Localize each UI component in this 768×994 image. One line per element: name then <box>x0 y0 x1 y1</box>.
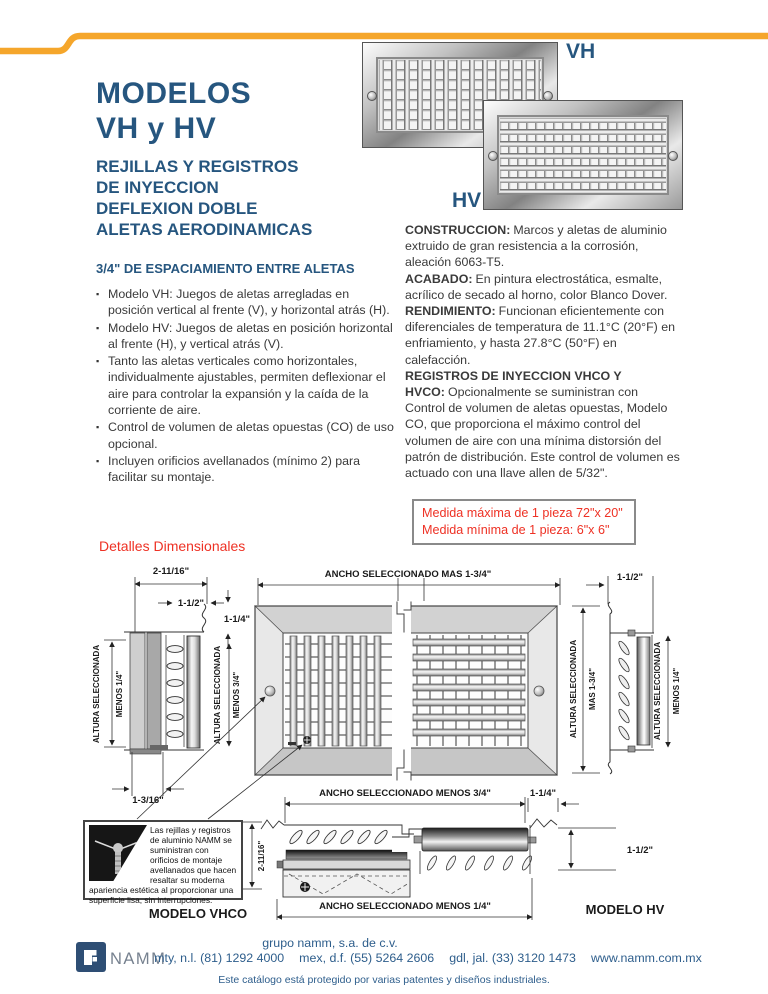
spec-paragraphs <box>405 222 681 481</box>
dim-label: 1-1/4" <box>223 614 251 625</box>
list-item <box>96 419 396 452</box>
screw-icon <box>89 825 147 881</box>
spec-text: Marcos y aletas de aluminio extruido de gran resistencia a la corrosión, aleación 6063-T5. <box>405 223 667 270</box>
title-line-2: VH y HV <box>96 112 217 145</box>
hv-side-view <box>608 602 654 774</box>
screw-icon <box>668 151 678 161</box>
dim-label: ALTURA SELECCIONADA <box>653 641 662 741</box>
dim-label: 1-1/2" <box>177 598 205 609</box>
list-item <box>96 453 396 486</box>
screw-icon <box>488 151 498 161</box>
bullet-icon: ▪ <box>96 422 100 433</box>
vh-image-label: VH <box>566 40 596 63</box>
spec-label: CONSTRUCCION: <box>405 223 511 237</box>
patent-note: Este catálogo está protegido por varias patentes y diseños industriales. <box>218 974 550 986</box>
bullet-icon: ▪ <box>96 356 100 367</box>
vhco-side-view <box>124 604 206 754</box>
list-item <box>96 286 396 319</box>
page-subtitle <box>96 156 312 240</box>
bullet-icon: ▪ <box>96 455 100 466</box>
list-item <box>96 353 396 418</box>
dim-label: 2-11/16" <box>152 566 190 577</box>
hv-grille-fins <box>497 115 669 195</box>
feature-text: Modelo HV: Juegos de aletas en posición horizontal al frente (H), y vertical atrás (V). <box>108 320 393 351</box>
dim-label: MENOS 1/4" <box>115 670 124 718</box>
dim-label: ALTURA SELECCIONADA <box>569 639 578 739</box>
spec-text: Opcionalmente se suministran con Control de volumen de aletas opuestas, Modelo CO, que proporciona el máximo control del volumen de aire con una mínima distorsión del patrón de distribución. Este control de volumen es actuado con una llave allen de 5/32". <box>405 385 680 481</box>
dim-label: 2-11/16" <box>257 840 266 872</box>
dim-label: ANCHO SELECCIONADO MAS 1-3/4" <box>324 569 492 580</box>
fin-spacing-note: 3/4" DE ESPACIAMIENTO ENTRE ALETAS <box>96 261 355 276</box>
dim-label: 1-1/2" <box>626 845 654 856</box>
dim-label: ANCHO SELECCIONADO MENOS 3/4" <box>319 788 491 799</box>
model-hv-label: MODELO HV <box>585 902 665 917</box>
spec-text: En pintura electrostática, esmalte, acrílico de secado al horno, color Blanco Dover. <box>405 271 668 302</box>
feature-text: Tanto las aletas verticales como horizontales, individualmente ajustables, permiten deflexionar el aire para controlar la expansión y la caída de la corriente de aire. <box>108 354 386 418</box>
spec-acabado <box>405 271 681 303</box>
screw-icon <box>265 686 275 696</box>
spec-registros <box>405 368 681 481</box>
hv-grille-image <box>483 100 683 210</box>
min-size-line: Medida mínima de 1 pieza: 6"x 6" <box>422 523 610 537</box>
namm-logo <box>76 942 106 972</box>
screw-icon <box>534 686 544 696</box>
callout-text: Las rejillas y registros de aluminio NAMM se suministran con orificios de montaje avellanados que hacen resaltar su moderna apariencia estética al proporcionar una superficie lisa, sin interrupciones. <box>89 825 237 905</box>
dim-label: ALTURA SELECCIONADA <box>92 644 101 744</box>
company-name: grupo namm, s.a. de c.v. <box>262 936 398 950</box>
dim-label: 1-1/2" <box>616 572 644 583</box>
countersunk-screw-illustration <box>89 825 147 881</box>
dimensional-details-title: Detalles Dimensionales <box>99 538 246 554</box>
dim-label: 1-3/16" <box>132 795 164 806</box>
title-line-1: MODELOS <box>96 77 252 110</box>
size-limits-box <box>412 499 636 545</box>
spec-label: ACABADO: <box>405 271 473 286</box>
dim-label: MENOS 1/4" <box>672 667 681 715</box>
feature-text: Modelo VH: Juegos de aletas arregladas en posición vertical al frente (V), y horizontal atrás (H). <box>108 287 390 318</box>
dim-label: MENOS 3/4" <box>232 671 241 719</box>
spec-label: REGISTROS DE INYECCION VHCO Y HVCO: <box>405 368 622 400</box>
spec-construccion <box>405 222 681 271</box>
model-vhco-label: MODELO VHCO <box>148 906 248 921</box>
bullet-icon: ▪ <box>96 289 100 299</box>
page-title <box>96 76 251 146</box>
subtitle-line: DE INYECCION <box>96 178 219 197</box>
subtitle-line: ALETAS AERODINAMICAS <box>96 220 313 239</box>
dim-label: 1-1/4" <box>529 788 557 799</box>
spec-rendimiento <box>405 303 681 368</box>
contact-line <box>138 951 718 965</box>
dim-label: ALTURA SELECCIONADA <box>213 645 222 745</box>
subtitle-line: DEFLEXION DOBLE <box>96 199 258 218</box>
spec-text: Funcionan eficientemente con diferenciales de temperatura de 11.1°C (20°F) en enfriamiento, y hasta 27.8°C (50°F) en calefacción. <box>405 304 676 367</box>
feature-text: Incluyen orificios avellanados (mínimo 2) para facilitar su montaje. <box>108 453 361 485</box>
max-size-line: Medida máxima de 1 pieza 72"x 20" <box>422 506 623 520</box>
spec-label: RENDIMIENTO: <box>405 304 496 319</box>
front-view <box>255 602 557 780</box>
dim-label: ANCHO SELECCIONADO MENOS 1/4" <box>319 901 491 912</box>
list-item <box>96 320 396 353</box>
hv-image-label: HV <box>452 189 482 212</box>
subtitle-line: REJILLAS Y REGISTROS <box>96 157 299 176</box>
website-link[interactable]: www.namm.com.mx <box>590 951 702 965</box>
feature-text: Control de volumen de aletas opuestas (CO) de uso opcional. <box>108 420 394 451</box>
contact-mty: mty, n.l. (81) 1292 4000 <box>154 951 285 965</box>
contact-mex: mex, d.f. (55) 5264 2606 <box>299 951 435 965</box>
contact-gdl: gdl, jal. (33) 3120 1473 <box>449 951 576 965</box>
feature-list <box>96 286 396 487</box>
screw-icon <box>367 91 377 101</box>
namm-wordmark: NAMM <box>110 950 167 968</box>
bullet-icon: ▪ <box>96 322 100 333</box>
dim-label: MAS 1-3/4" <box>588 667 597 711</box>
mounting-note-callout <box>83 820 243 905</box>
